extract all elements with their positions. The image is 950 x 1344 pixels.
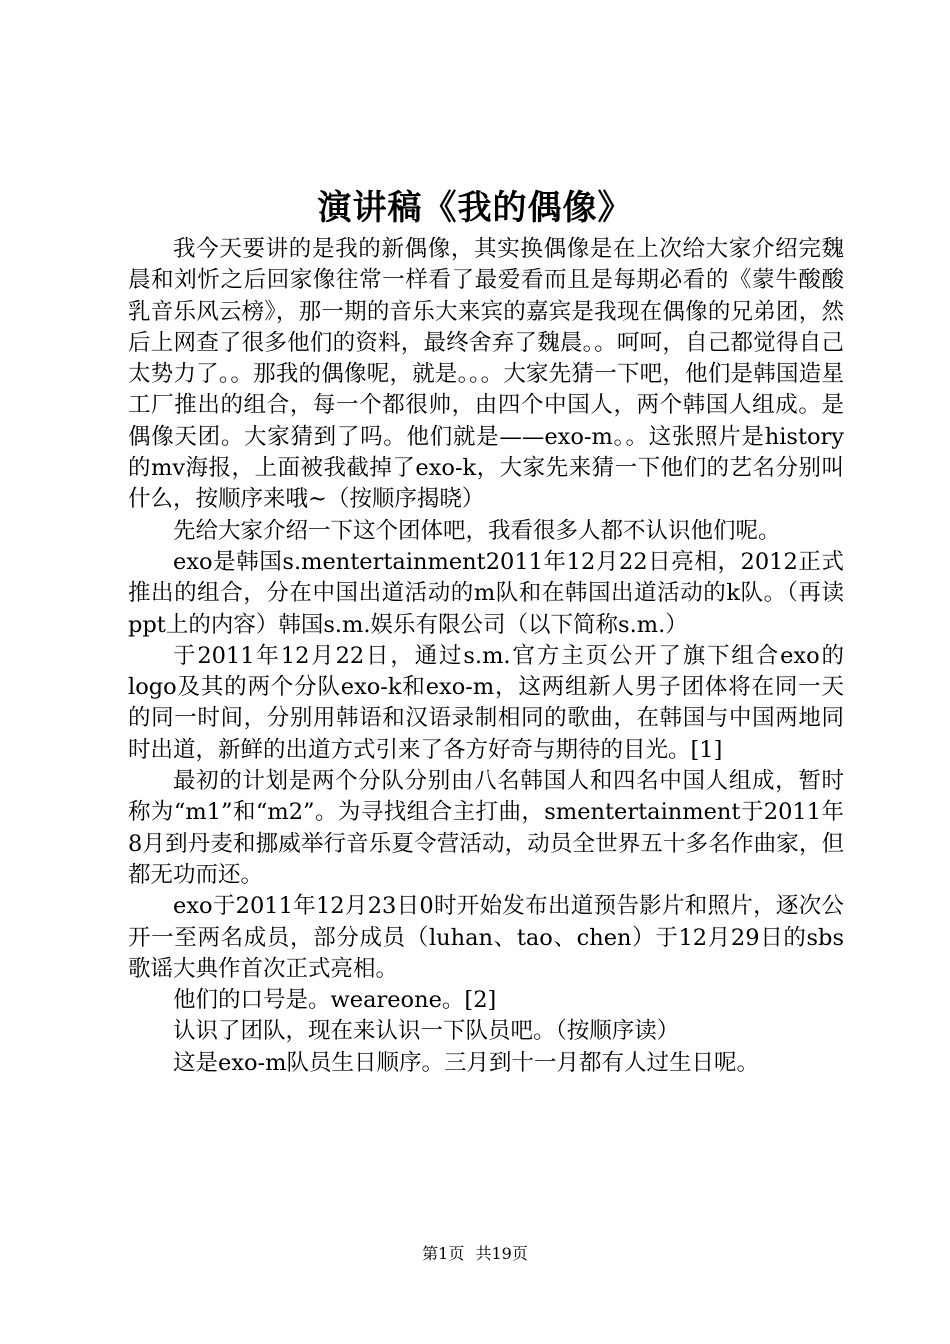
paragraph-3: exo是韩国s.mentertainment2011年12月22日亮相，2012正式推出的组合，分在中国出道活动的m队和在韩国出道活动的k队。（再读ppt上的内容）韩国s.m.娱乐有限公司（以下简称s.m.）	[128, 548, 844, 638]
paragraph-5: 最初的计划是两个分队分别由八名韩国人和四名中国人组成，暂时称为“m1”和“m2”。为寻找组合主打曲，smentertainment于2011年8月到丹麦和挪威举行音乐夏令营活动，动员全世界五十多名作曲家，但都无功而还。	[128, 768, 844, 888]
paragraph-7: 他们的口号是。weareone。[2]	[173, 987, 497, 1014]
paragraph-4: 于2011年12月22日，通过s.m.官方主页公开了旗下组合exo的logo及其的两个分队exo-k和exo-m，这两组新人男子团体将在同一天的同一时间，分别用韩语和汉语录制相同的歌曲，在韩国与中国两地同时出道，新鲜的出道方式引来了各方好奇与期待的目光。[1]	[128, 642, 844, 763]
page-footer	[0, 1242, 950, 1266]
paragraph-9: 这是exo-m队员生日顺序。三月到十一月都有人过生日呢。	[173, 1049, 759, 1076]
paragraph-8: 认识了团队，现在来认识一下队员吧。（按顺序读）	[173, 1018, 680, 1045]
page-total: 共19页	[475, 1244, 528, 1263]
document-title: 演讲稿《我的偶像》	[317, 188, 633, 228]
paragraph-6: exo于2011年12月23日0时开始发布出道预告影片和照片，逐次公开一至两名成员，部分成员（luhan、tao、chen）于12月29日的sbs歌谣大典作首次正式亮相。	[128, 893, 844, 982]
paragraph-2: 先给大家介绍一下这个团体吧，我看很多人都不认识他们呢。	[173, 517, 781, 544]
page-number: 第1页	[422, 1244, 465, 1263]
paragraph-1: 我今天要讲的是我的新偶像，其实换偶像是在上次给大家介绍完魏晨和刘忻之后回家像往常一样看了最爱看而且是每期必看的《蒙牛酸酸乳音乐风云榜》，那一期的音乐大来宾的嘉宾是我现在偶像的兄弟团，然后上网查了很多他们的资料，最终舍弃了魏晨。。呵呵，自己都觉得自己太势力了。。那我的偶像呢，就是。。。大家先猜一下吧，他们是韩国造星工厂推出的组合，每一个都很帅，由四个中国人，两个韩国人组成。是偶像天团。大家猜到了吗。他们就是——exo-m。。这张照片是history的mv海报，上面被我截掉了exo-k，大家先来猜一下他们的艺名分别叫什么，按顺序来哦~（按顺序揭晓）	[128, 236, 844, 513]
document-body	[128, 234, 844, 1079]
